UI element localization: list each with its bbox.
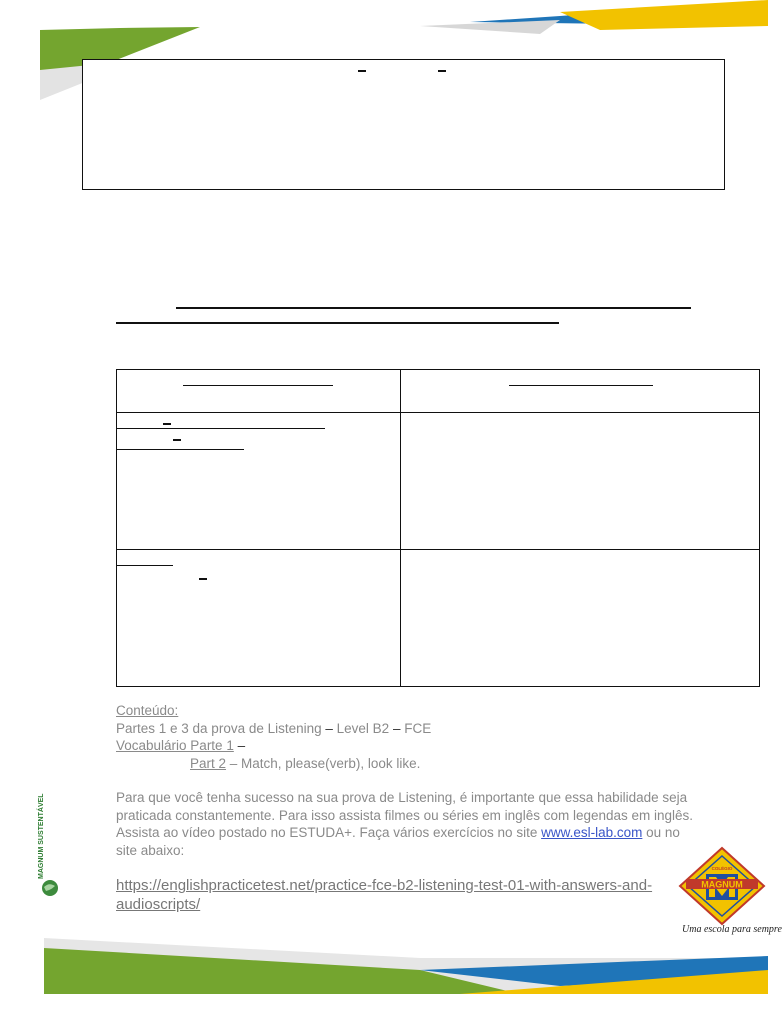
content-line-1: Partes 1 e 3 da prova de Listening – Level B2 – FCE [116, 720, 432, 736]
header-dash-1 [358, 70, 366, 72]
title-underline-2 [116, 322, 559, 324]
side-logo-text: MAGNUM SUSTENTÁVEL [38, 793, 45, 879]
header-dash-2 [438, 70, 446, 72]
table-header-cell-1 [117, 370, 401, 413]
table-row-1-col-2 [401, 413, 760, 550]
colegio-text: COLÉGIO [711, 866, 733, 871]
esl-lab-link[interactable]: www.esl-lab.com [541, 825, 643, 840]
content-heading: Conteúdo: [116, 703, 179, 718]
title-underline-1 [176, 307, 691, 309]
table-row-1-col-1 [117, 413, 401, 550]
practice-test-link[interactable]: https://englishpracticetest.net/practice-fce-b2-listening-test-01-with-answers-and-audioscripts/ [116, 877, 653, 913]
table-row-2-col-1 [117, 550, 401, 687]
part2-text: – Match, please(verb), look like. [226, 755, 421, 771]
content-line-vocab: Vocabulário Parte 1 – [116, 738, 246, 753]
header-info-box [82, 59, 725, 190]
content-line-part2 [116, 755, 716, 773]
study-paragraph [116, 789, 696, 859]
table-header-cell-2 [401, 370, 760, 413]
content-section [116, 702, 716, 772]
globe-icon [40, 878, 60, 898]
bottom-banner [0, 930, 768, 1024]
part2-label: Part 2 [190, 755, 227, 771]
paragraph-suffix: ou no site abaixo: [116, 825, 680, 858]
school-tagline: Uma escola para sempre [682, 924, 782, 935]
paragraph-text: Para que você tenha sucesso na sua prova de Listening, é importante que essa habilidade seja praticada constantemente. Para isso assista filmes ou séries em inglês com legendas em inglês. Assista ao vídeo postado no ESTUDA+. Faça vários exercícios no site [116, 790, 694, 840]
magnum-name-text: MAGNUM [701, 879, 743, 890]
vocab-label: Vocabulário Parte 1 [116, 738, 234, 753]
magnum-diamond-icon [676, 846, 768, 926]
magnum-sustentavel-logo [38, 774, 64, 894]
schedule-table [116, 369, 760, 687]
table-row-2-col-2 [401, 550, 760, 687]
